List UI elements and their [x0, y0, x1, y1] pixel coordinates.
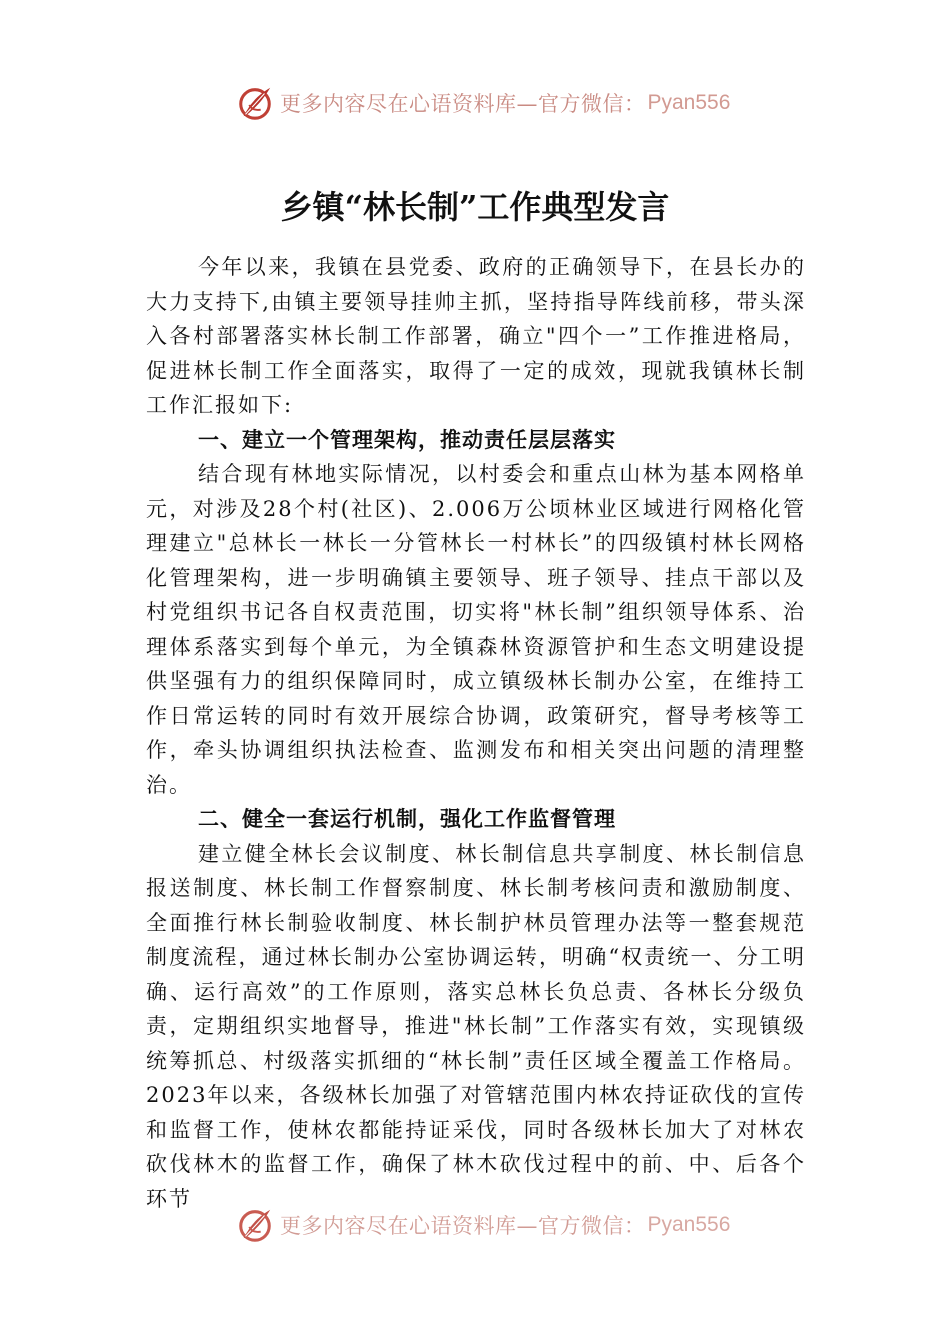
document-title: 乡镇“林长制”工作典型发言 — [280, 188, 670, 226]
feather-pen-logo-icon — [236, 84, 274, 122]
watermark-wechat-id: Pyan556 — [647, 1213, 731, 1236]
paragraph-section-2: 建立健全林长会议制度、林长制信息共享制度、林长制信息报送制度、林长制工作督察制度、林长制考核问责和激励制度、全面推行林长制验收制度、林长制护林员管理办法等一整套规范制度流程，通过林长制办公室协调运转，明确“权责统一、分工明确、运行高效”的工作原则，落实总林长负总责、各林长分级负责，定期组织实地督导，推进"林长制”工作落实有效，实现镇级统筹抓总、村级落实抓细的“林长制”责任区域全覆盖工作格局。2023年以来，各级林长加强了对管辖范围内林农持证砍伐的宣传和监督工作，使林农都能持证采伐，同时各级林长加大了对林农砍伐林木的监督工作，确保了林木砍伐过程中的前、中、后各个环节 — [146, 841, 806, 1211]
paragraph-section-1: 结合现有林地实际情况，以村委会和重点山林为基本网格单元，对涉及28个村(社区)、2.006万公顷林业区域进行网格化管理建立"总林长一林长一分管林长一村林长”的四级镇村林长网格化管理架构，进一步明确镇主要领导、班子领导、挂点干部以及村党组织书记各自权责范围，切实将"林长制”组织领导体系、治理体系落实到每个单元，为全镇森林资源管护和生态文明建设提供坚强有力的组织保障同时，成立镇级林长制办公室，在维持工作日常运转的同时有效开展综合协调，政策研究，督导考核等工作，牵头协调组织执法检查、监测发布和相关突出问题的清理整治。 — [146, 462, 806, 797]
watermark-wechat-id: Pyan556 — [647, 91, 731, 114]
feather-pen-logo-icon — [236, 1206, 274, 1244]
watermark-text: 更多内容尽在心语资料库—官方微信： — [280, 1214, 646, 1238]
watermark-footer — [236, 1206, 730, 1244]
paragraph-intro: 今年以来，我镇在县党委、政府的正确领导下，在县长办的大力支持下,由镇主要领导挂帅主抓，坚持指导阵线前移，带头深入各村部署落实林长制工作部署，确立"四个一”工作推进格局，促进林长制工作全面落实，取得了一定的成效，现就我镇林长制工作汇报如下: — [146, 255, 806, 417]
section-heading-1: 一、建立一个管理架构，推动责任层层落实 — [198, 427, 616, 452]
section-heading-2: 二、健全一套运行机制，强化工作监督管理 — [198, 807, 616, 831]
document-body — [146, 250, 806, 1216]
watermark-header — [236, 84, 730, 122]
watermark-text: 更多内容尽在心语资料库—官方微信： — [280, 92, 646, 116]
